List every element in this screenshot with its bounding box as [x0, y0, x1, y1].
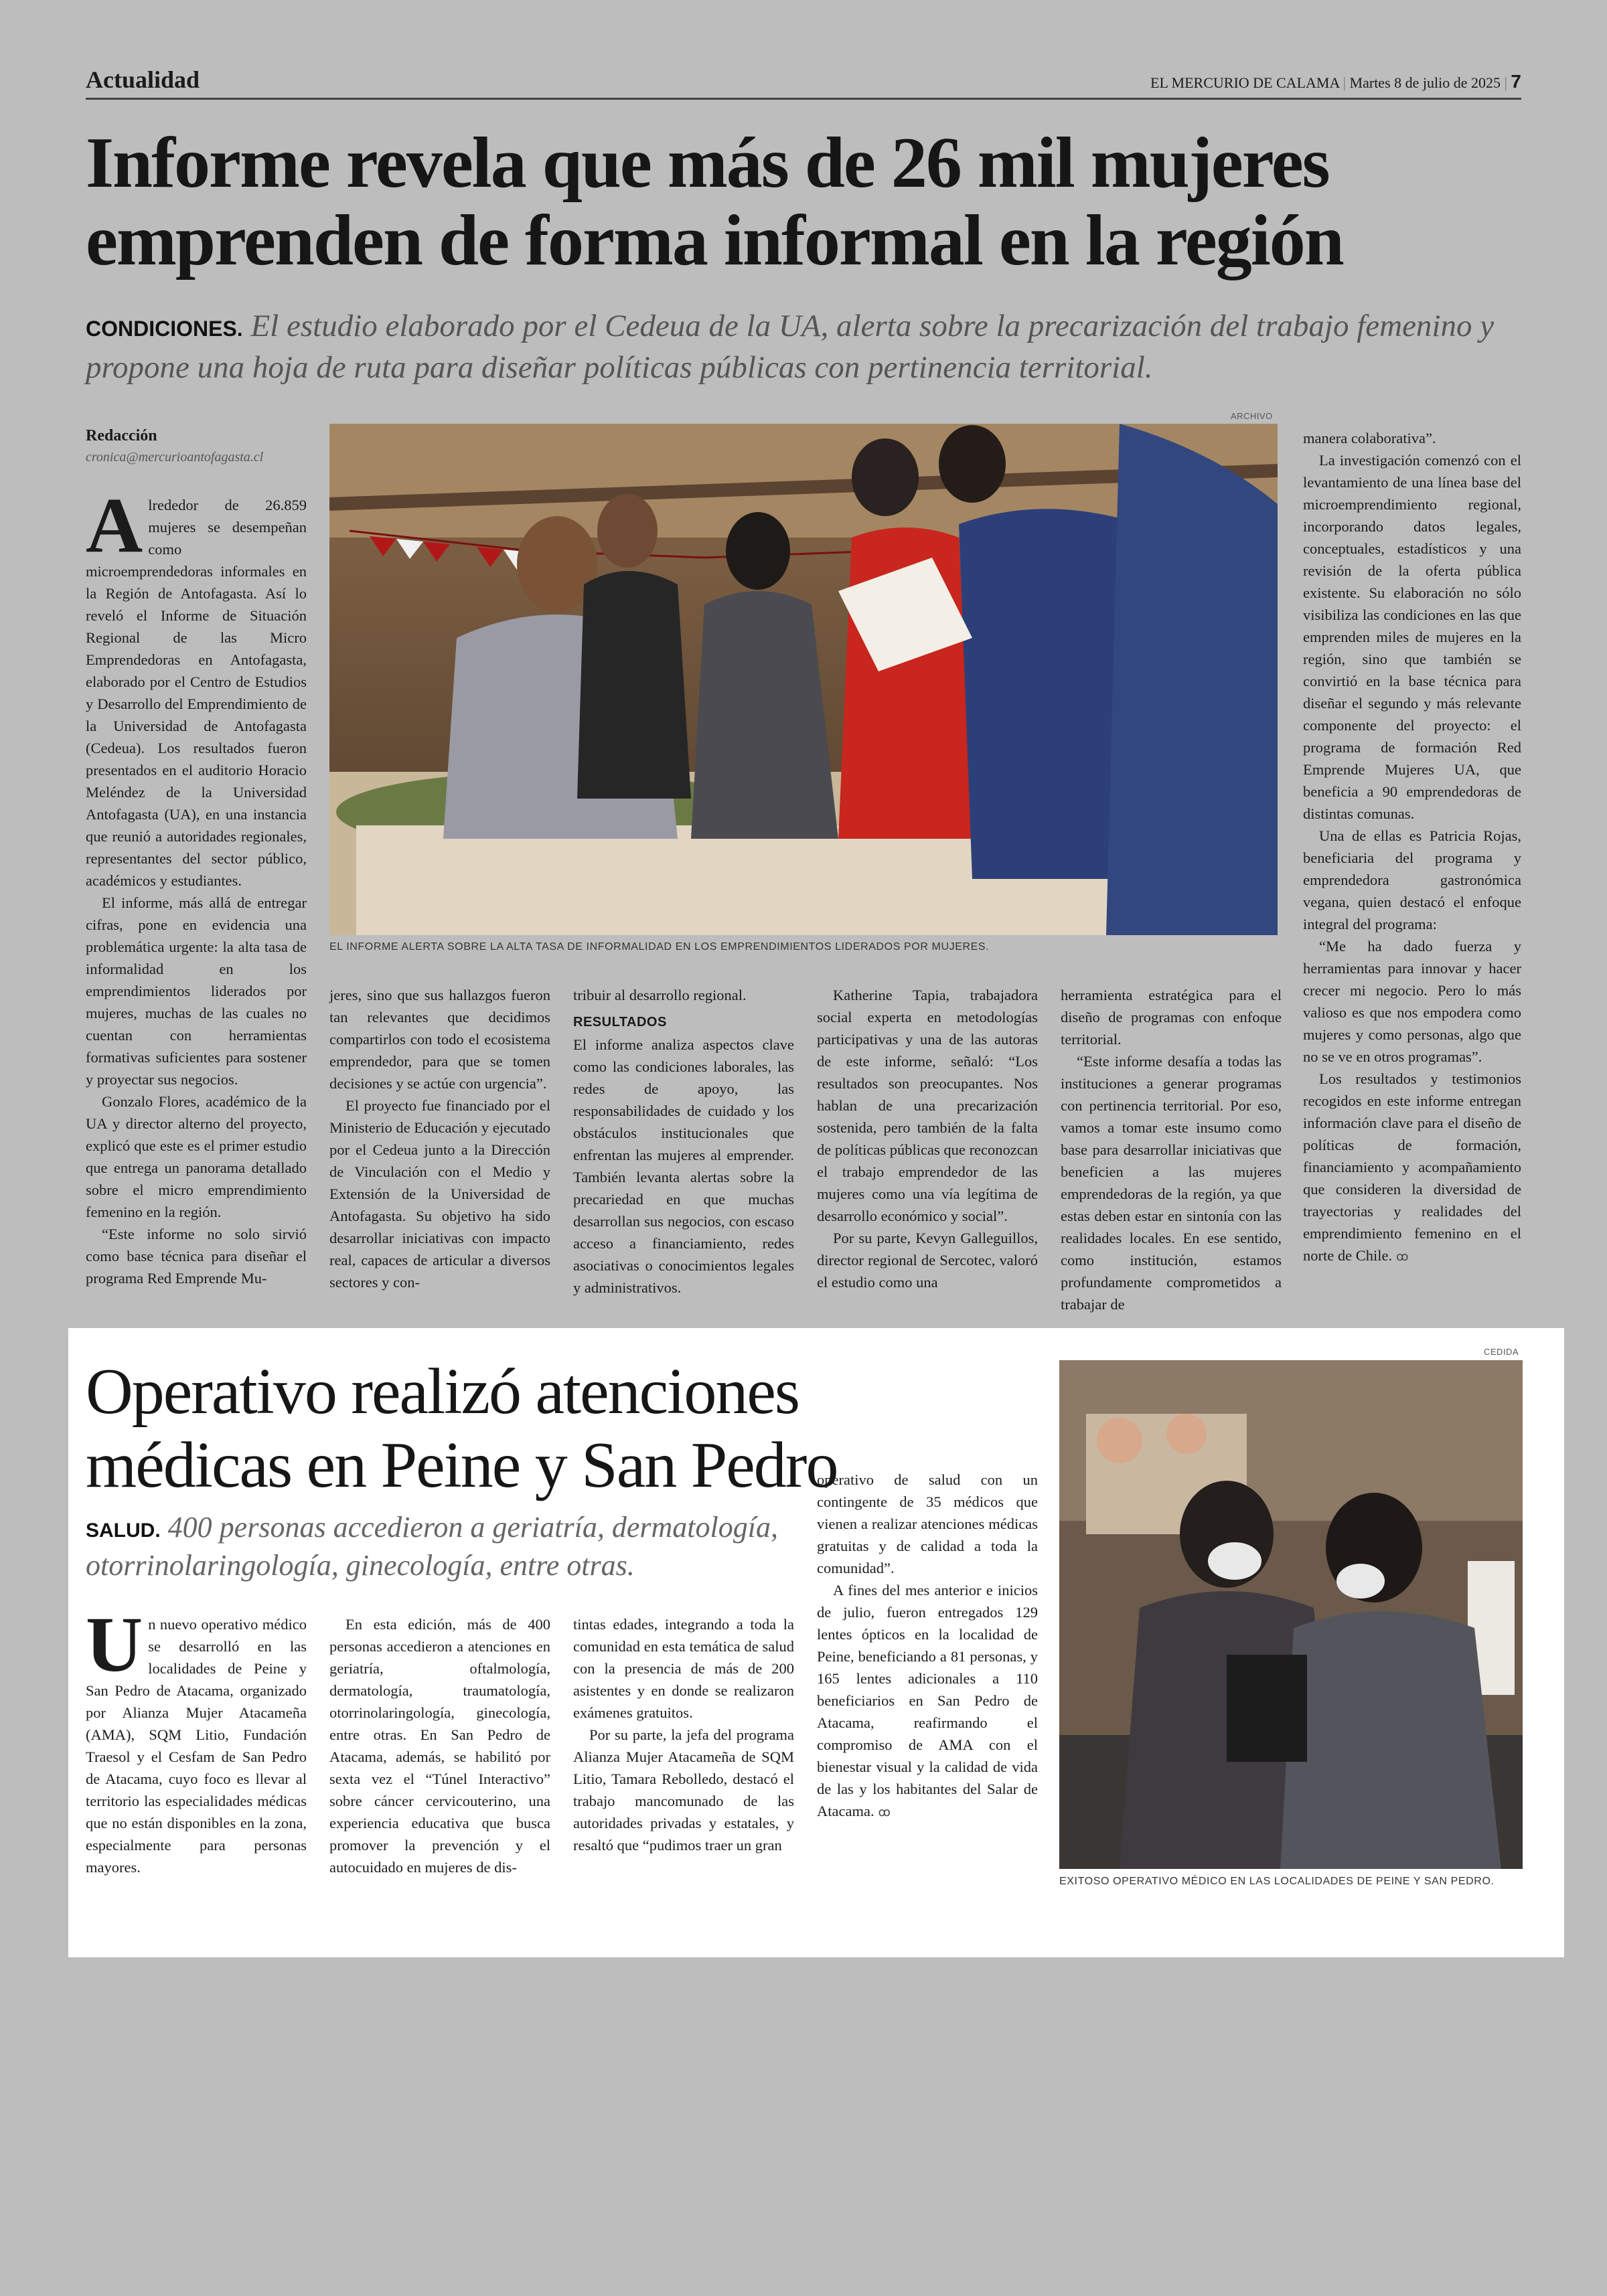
article1-col6-p4: “Me ha dado fuerza y herramientas para innovar y hacer crecer mi negocio. Pero lo más valioso es que nos empodera como mujeres y como personas, algo que no se ve en otros programas”. — [1303, 938, 1521, 1065]
photo1-credit: ARCHIVO — [1231, 411, 1273, 421]
article1-col6-p2: La investigación comenzó con el levantamiento de una línea base del microemprendimiento regional, incorporando datos legales, conceptuales, estadísticos y una revisión de la oferta pública existente. Su elaboración no sólo visibiliza las condiciones en las que emprenden miles de mujeres en la región, sino que también se convirtió en la base técnica para diseñar el segundo y más relevante componente del proyecto: el programa de formación Red Emprende Mujeres UA, que beneficia a 90 emprendedoras de distintas comunas. — [1303, 452, 1521, 822]
article1-kicker: CONDICIONES. — [86, 317, 243, 341]
article2-column-3 — [573, 1613, 794, 1856]
article1-col1-p1: Alrededor de 26.859 mujeres se desempeñan como microemprendedoras informales en la Región de Antofagasta. Así lo reveló el Informe de Situación Regional de las Micro Emprendedoras en Antofagasta, elaborado por el Centro de Estudios y Desarrollo del Emprendimiento de la Universidad de Antofagasta (Cedeua). Los resultados fueron presentados en el auditorio Horacio Meléndez de la Universidad Antofagasta (UA), en una instancia que reunió a autoridades regionales, representantes del sector público, académicos y estudiantes. — [86, 481, 307, 889]
article1-column-3 — [573, 984, 794, 1299]
byline-email: cronica@mercurioantofagasta.cl — [86, 450, 264, 465]
article2-col3-p1: tintas edades, integrando a toda la comunidad en esta temática de salud con la presencia de más de 200 asistentes y en donde se realizaron exámenes gratuitos. — [573, 1616, 794, 1721]
article1-col6-p3: Una de ellas es Patricia Rojas, beneficiaria del programa y emprendedora gastronómica vegana, quien destacó el enfoque integral del programa: — [1303, 827, 1521, 932]
article1-col3-p2: El informe analiza aspectos clave como las condiciones laborales, las redes de apoyo, las responsabilidades de cuidado y los obstáculos institucionales que enfrentan las mujeres al emprender. También levanta alertas sobre la precariedad en que muchas desarrollan sus negocios, con escaso acceso a financiamiento, redes asociativas o conocimientos legales y administrativos. — [573, 1036, 794, 1296]
section-label: Actualidad — [86, 66, 200, 93]
article1-col1-p4: “Este informe no solo sirvió como base técnica para diseñar el programa Red Emprende Mu- — [86, 1226, 307, 1287]
article1-col2-p1: jeres, sino que sus hallazgos fueron tan relevantes que decidimos compartirlos con todo el ecosistema emprendedor, para que se tomen decisiones y se actúe con urgencia”. — [329, 987, 550, 1092]
article1-col6-p5: Los resultados y testimonios recogidos en este informe entregan información clave para el diseño de políticas de formación, financiamiento y acompañamiento que consideren la diversidad de trayectorias y realidades del emprendimiento femenino en el norte de Chile. ꝏ — [1303, 1070, 1521, 1264]
article1-lead-text: El estudio elaborado por el Cedeua de la UA, alerta sobre la precarización del trabajo femenino y propone una hoja de ruta para diseñar políticas públicas con pertinencia territorial. — [86, 309, 1495, 385]
article1-lead — [86, 307, 1525, 387]
article1-col5-p1: herramienta estratégica para el diseño de programas con enfoque territorial. — [1061, 987, 1282, 1048]
article1-column-4 — [817, 984, 1038, 1293]
masthead-info: EL MERCURIO DE CALAMA | Martes 8 de julio de 2025 | 7 — [1150, 71, 1521, 92]
article2-photo-caption: EXITOSO OPERATIVO MÉDICO EN LAS LOCALIDADES DE PEINE Y SAN PEDRO. — [1059, 1876, 1495, 1887]
dropcap-u: U — [86, 1601, 143, 1688]
article2-col4-p2: A fines del mes anterior e inicios de julio, fueron entregados 129 lentes ópticos en la localidad de Peine, beneficiando a 81 personas, y 165 lentes adicionales a 110 beneficiarios en San Pedro de Atacama, reafirmando el compromiso de AMA con el bienestar visual y la calidad de vida de las y los habitantes del Salar de Atacama. ꝏ — [817, 1582, 1038, 1819]
article2-column-1 — [86, 1601, 307, 1878]
article1-photo — [329, 424, 1278, 935]
article2-col1-p1: Un nuevo operativo médico se desarrolló en las localidades de Peine y San Pedro de Atacama, organizado por Alianza Mujer Atacameña (AMA), SQM Litio, Fundación Traesol y el Cesfam de San Pedro de Atacama, cuyo foco es llevar al territorio las especialidades médicas que no están disponibles en la zona, especialmente para personas mayores. — [86, 1601, 307, 1876]
article1-column-2 — [329, 984, 550, 1293]
article2-kicker: SALUD. — [86, 1520, 161, 1542]
article1-col6-p1: manera colaborativa”. — [1303, 430, 1436, 446]
article2-col2-p1: En esta edición, más de 400 personas accedieron a atenciones en geriatría, oftalmología, dermatología, traumatología, otorrinolaringología, ginecología, entre otras. En San Pedro de Atacama, además, se habilitó por sexta vez el “Túnel Interactivo” sobre cáncer cervicouterino, una experiencia educativa que busca promover la prevención y el autocuidado en mujeres de dis- — [329, 1616, 550, 1876]
article1-photo-caption: EL INFORME ALERTA SOBRE LA ALTA TASA DE INFORMALIDAD EN LOS EMPRENDIMIENTOS LIDERADOS POR MUJERES. — [329, 941, 990, 953]
article1-col3-p1: tribuir al desarrollo regional. — [573, 987, 747, 1003]
article2-headline: Operativo realizó atenciones médicas en Peine y San Pedro — [86, 1356, 838, 1501]
article1-col4-p1: Katherine Tapia, trabajadora social experta en metodologías participativas y una de las autoras de este informe, señaló: “Los resultados son preocupantes. Nos hablan de una precarización sostenida, pero también de la falta de políticas públicas que reconozcan el trabajo emprendedor de las mujeres como una vía legítima de desarrollo económico y social”. — [817, 987, 1038, 1224]
dropcap-a: A — [86, 481, 143, 569]
article2-photo — [1059, 1360, 1523, 1869]
byline: Redacción — [86, 427, 157, 444]
article1-column-6 — [1303, 427, 1521, 1268]
article2-column-2 — [329, 1613, 550, 1878]
page-number: 7 — [1511, 71, 1521, 92]
issue-date: Martes 8 de julio de 2025 — [1349, 74, 1501, 91]
article1-column-1 — [86, 481, 307, 1324]
article2-col4-p1: operativo de salud con un contingente de 35 médicos que vienen a realizar atenciones médicas gratuitas y de calidad a toda la comunidad”. — [817, 1471, 1038, 1576]
article2-lead-text: 400 personas accedieron a geriatría, dermatología, otorrinolaringología, ginecología, entre otras. — [86, 1511, 778, 1582]
article1-col2-p2: El proyecto fue financiado por el Ministerio de Educación y ejecutado por el Cedeua junto a la Dirección de Vinculación con el Medio y Extensión de la Universidad de Antofagasta. Su objetivo ha sido desarrollar iniciativas con impacto real, capaces de articular a diversos sectores y con- — [329, 1097, 550, 1291]
header-rule — [86, 98, 1521, 100]
article2-column-4 — [817, 1469, 1038, 1823]
end-mark: ꝏ — [1396, 1250, 1409, 1263]
article2-lead — [86, 1510, 795, 1583]
photo2-credit: CEDIDA — [1484, 1347, 1519, 1357]
article1-col1-p3: Gonzalo Flores, académico de la UA y director alterno del proyecto, explicó que este es el primer estudio que entrega un panorama detallado sobre el micro emprendimiento femenino en la región. — [86, 1093, 307, 1220]
paper-name: EL MERCURIO DE CALAMA — [1150, 74, 1340, 91]
article1-col1-p2: El informe, más allá de entregar cifras, pone en evidencia una problemática urgente: la alta tasa de informalidad en los emprendimientos liderados por mujeres, muchas de las cuales no cuentan con herramientas formativas suficientes para sostener y proyectar sus negocios. — [86, 894, 307, 1088]
article1-column-5 — [1061, 984, 1282, 1315]
article2-col3-p2: Por su parte, la jefa del programa Alianza Mujer Atacameña de SQM Litio, Tamara Rebolledo, destacó el trabajo mancomunado de las autoridades privadas y estatales, y resaltó que “pudimos traer un gran — [573, 1726, 794, 1854]
article1-headline: Informe revela que más de 26 mil mujeres emprenden de forma informal en la región — [86, 123, 1343, 280]
article1-col4-p2: Por su parte, Kevyn Galleguillos, director regional de Sercotec, valoró el estudio como una — [817, 1230, 1038, 1291]
article1-subhead-resultados: RESULTADOS — [573, 1015, 667, 1030]
article1-col5-p2: “Este informe desafía a todas las instituciones a generar programas con pertinencia territorial. Por eso, vamos a tomar este insumo como base para desarrollar iniciativas que beneficien a las mujeres emprendedoras de la región, ya que estas deben estar en sintonía con las realidades locales. En ese sentido, como institución, estamos profundamente comprometidos a trabajar de — [1061, 1053, 1282, 1313]
end-mark-2: ꝏ — [878, 1805, 891, 1819]
